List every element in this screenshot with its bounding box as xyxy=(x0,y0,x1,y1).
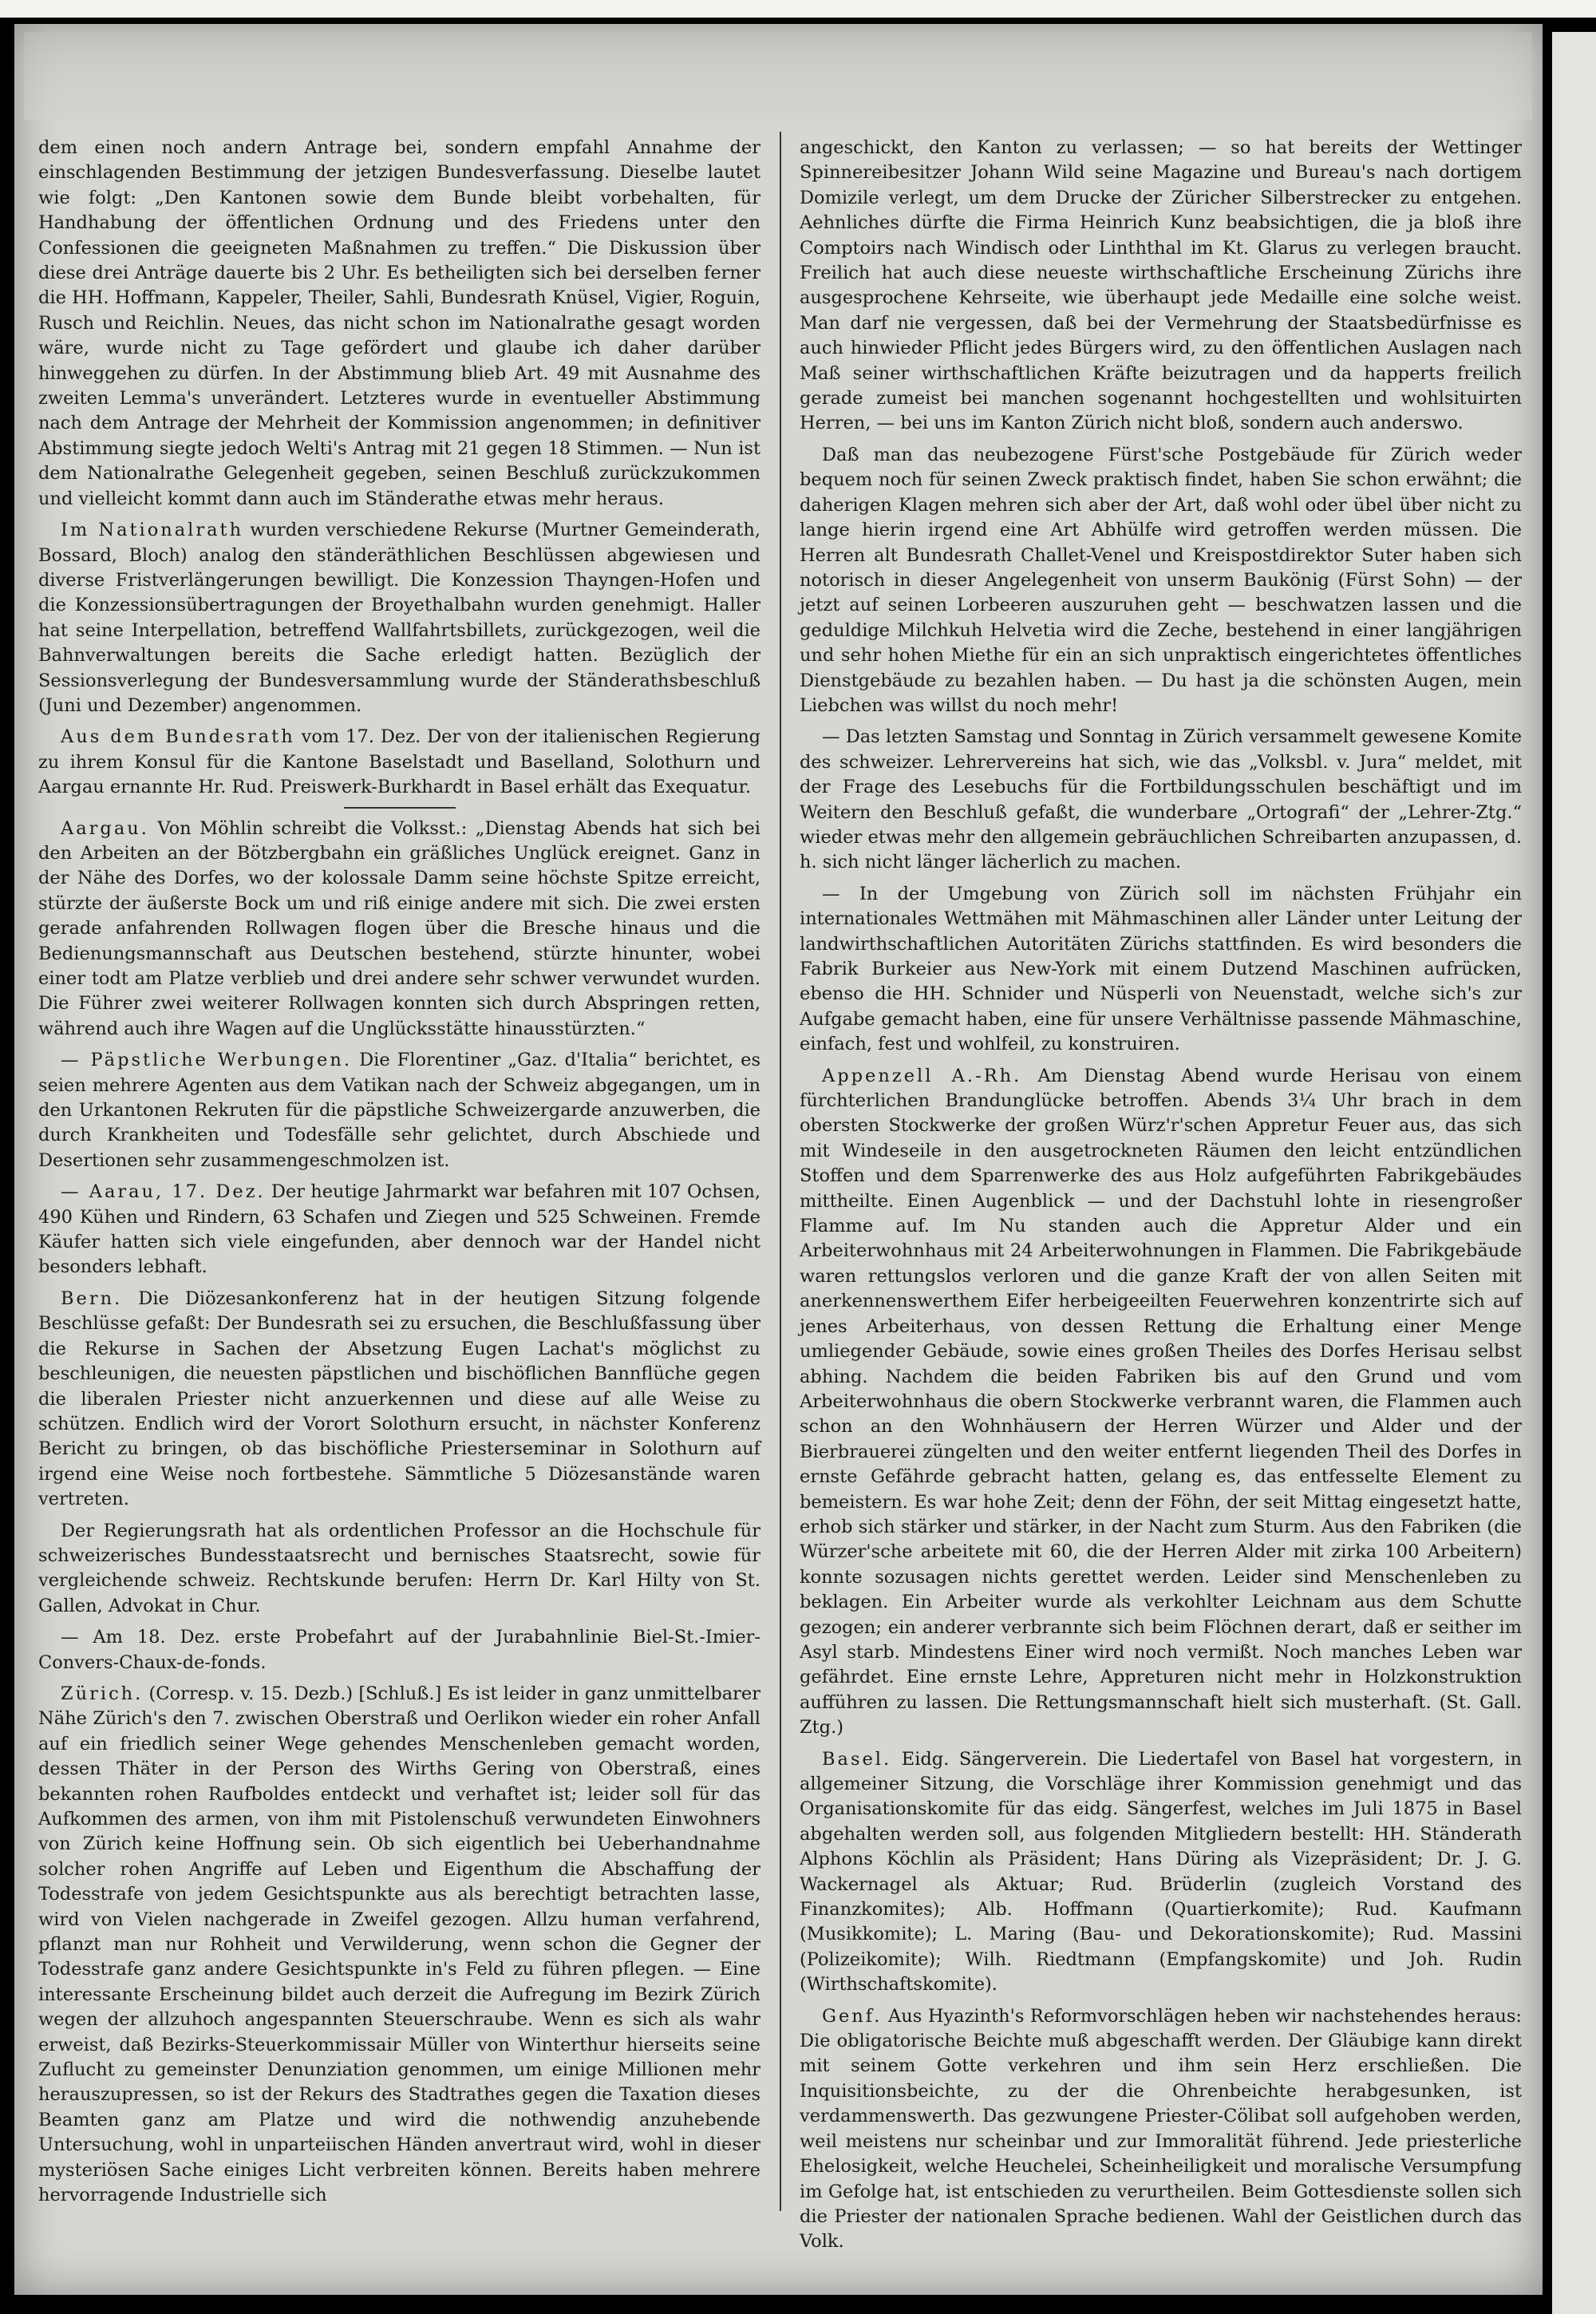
article-paragraph xyxy=(38,1287,760,1513)
paragraph-text: Die Florentiner „Gaz. d'Italia“ berichtet, es seien mehrere Agenten aus dem Vatikan nach der Schweiz abgegangen, um in den Urkantonen Rekruten für die päpstliche Schweizergarde anzuwerben, die durch Krankheiten und Todesfälle sehr gelichtet, durch Abschiede und Desertionen sehr zusammengeschmolzen ist. xyxy=(38,1050,761,1171)
article-paragraph xyxy=(38,1180,760,1280)
paragraph-text: vom 17. Dez. Der von der italienischen Regierung zu ihrem Konsul für die Kantone Baselstadt und Baselland, Solothurn und Aargau ernannte Hr. Rud. Preiswerk-Burkhardt in Basel erhält das Exequatur. xyxy=(38,726,760,798)
section-heading: — Päpstliche Werbungen. xyxy=(61,1050,353,1071)
scan-right-edge xyxy=(1552,32,1596,2314)
paragraph-text: Am Dienstag Abend wurde Herisau von einem fürchterlichen Brandunglücke betroffen. Abends 3¼ Uhr brach in dem obersten Stockwerke der großen Würz'r'schen Appretur Feuer aus, das sich mit Windeseile in den ausgetrockneten Räumen den leicht entzündlichen Stoffen und dem Sparrenwerke des aus Holz aufgeführten Fabrikgebäudes mittheilte. Einen Augenblick — und der Dachstuhl lohte in riesengroßer Flamme auf. Im Nu standen auch die Appretur Alder und ein Arbeiterwohnhaus mit 24 Arbeiterwohnungen in Flammen. Die Fabrikgebäude waren rettungslos verloren und die ganze Kraft der von allen Seiten mit anerkennenswerthem Eifer herbeigeeilten Feuerwehren konzentrirte sich auf jenes Arbeiterhaus, von dessen Rettung die Erhaltung einer Menge umliegender Gebäude, sowie eines großen Theiles des Dorfes Herisau selbst abhing. Nachdem die beiden Fabriken bis auf den Grund und vom Arbeiterwohnhaus die obern Stockwerke verbrannt waren, die Flammen auch schon an den Wohnhäusern der Herren Würzer und Alder und der Bierbrauerei züngelten und den weiter entfernt liegenden Theil des Dorfes in ernste Gefährde gebracht hatten, gelang es, das entfesselte Element zu bemeistern. Es war hohe Zeit; denn der Föhn, der seit Mittag eingesetzt hatte, erhob sich stärker und stärker, in der Nacht zum Sturm. Aus den Fabriken (die Würzer'sche arbeitete mit 60, die der Herren Alder mit zirka 100 Arbeitern) konnte sozusagen nichts gerettet werden. Leider sind Menschenleben zu beklagen. Ein Arbeiter wurde als verkohlter Leichnam aus dem Schutte gezogen; ein anderer verbrannte sich beim Flöchnen derart, daß er seither im Asyl starb. Mindestens Einer wird noch vermißt. Noch manches Leben war gefährdet. Eine ernste Lehre, Appreturen nicht mehr in Holzkonstruktion aufführen zu lassen. Die Rettungsmannschaft hielt sich musterhaft. xyxy=(800,1065,1522,1713)
paragraph-text: wurden verschiedene Rekurse (Murtner Gemeinderath, Bossard, Bloch) analog den ständeräthlichen Beschlüssen abgewiesen und diverse Fristverlängerungen bewilligt. Die Konzession Thayngen-Hofen und die Konzessionsübertragungen der Broyethalbahn wurden genehmigt. Haller hat seine Interpellation, betreffend Wallfahrtsbillets, zurückgezogen, weil die Bahnverwaltungen bereits die Sache erledigt hatten. Bezüglich der Sessionsverlegung der Bundesversammlung wurde der Ständerathsbeschluß (Juni und Dezember) angenommen. xyxy=(38,520,760,716)
section-heading: — Aarau, 17. Dez. xyxy=(61,1181,266,1203)
article-paragraph xyxy=(38,725,760,800)
paragraph-text: versammelt gewesene Komite des schweizer. Lehrervereins hat sich, wie das „Volksbl. v. Jura“ meldet, mit der Frage des Lesebuchs für die Fortbildungsschulen beschäftigt und im Weitern den Beschluß gefaßt, die wunderbare „Ortografi“ der „Lehrer-Ztg.“ wieder etwas mehr den allgemein gebräuchlichen Schreibarten anzupassen, d. h. sich nicht länger lächerlich zu machen. xyxy=(800,726,1523,873)
article-paragraph: angeschickt, den Kanton zu verlassen; — so hat bereits der Wettinger Spinnereibesitzer Johann Wild seine Magazine und Bureau's nach dortigem Domizile verlegt, um dem Drucke der Züricher Silberstrecker zu entgehen. Aehnliches dürfte die Firma Heinrich Kunz beabsichtigen, die ja bloß ihre Comptoirs nach Windisch oder Linththal im Kt. Glarus zu verlegen braucht. Freilich hat auch diese neueste wirthschaftliche Erscheinung Zürichs ihre ausgesprochene Kehrseite, wie überhaupt jede Medaille eine solche weist. Man darf nie vergessen, daß bei der Vermehrung der Staatsbedürfnisse es auch hinwieder Pflicht jedes Bürgers wird, zu den öffentlichen Auslagen nach Maß seiner wirthschaftlichen Kräfte beizutragen und da happerts freilich gerade zumeist bei manchen sogenannt hochgestellten und wohlsituirten Herren, — bei uns im Kanton Zürich nicht bloß, sondern auch anderswo. xyxy=(800,137,1522,434)
column-rule xyxy=(780,132,781,2211)
source-attribution: (St. Gall. Ztg.) xyxy=(800,1691,1522,1738)
section-heading: Bern. xyxy=(61,1288,123,1309)
article-paragraph: dem einen noch andern Antrage bei, sondern empfahl Annahme der einschlagenden Bestimmung der jetzigen Bundesverfassung. Dieselbe lautet wie folgt: „Den Kantonen sowie dem Bunde bleibt vorbehalten, für Handhabung der öffentlichen Ordnung und des Friedens unter den Confessionen die geeigneten Maßnahmen zu treffen.“ Die Diskussion über diese drei Anträge dauerte bis 2 Uhr. Es betheiligten sich bei derselben ferner die HH. Hoffmann, Kappeler, Theiler, Sahli, Bundesrath Knüsel, Vigier, Roguin, Rusch und Reichlin. Neues, das nicht schon im Nationalrathe gesagt worden wäre, wurde nicht zu Tage gefördert und glaube ich daher darüber hinweggehen zu dürfen. In der Abstimmung blieb Art. 49 mit Ausnahme des zweiten Lemma's unverändert. Letzteres wurde in eventueller Abstimmung nach dem Antrage der Mehrheit der Kommission angenommen; in definitiver Abstimmung siegte jedoch Welti's Antrag mit 21 gegen 18 Stimmen. — Nun ist dem Nationalrathe Gelegenheit gegeben, seinen Beschluß zurückzukommen und vielleicht kommt dann auch im Ständerathe etwas mehr heraus. xyxy=(38,137,760,509)
article-paragraph xyxy=(800,1747,1522,1998)
section-heading: Aus dem Bundesrath xyxy=(61,726,295,748)
faded-masthead-area xyxy=(24,32,1532,120)
section-heading: Appenzell A.-Rh. xyxy=(822,1065,1022,1086)
paragraph-text: (Corresp. v. 15. Dezb.) [Schluß.] Es ist leider in ganz unmittelbarer Nähe Zürich's den 7. zwischen Oberstraß und Oerlikon wieder ein roher Anfall auf ein friedlich seiner Wege gehendes Menschenleben gemacht worden, dessen Thäter in der Person des Wirths Gering von Oberstraß, eines bekannten rohen Raufboldes entdeckt und verhaftet ist; leider soll für das Aufkommen des armen, von ihm mit Pistolenschuß verwundeten Einwohners von Zürich keine Hoffnung sein. Ob sich eigentlich bei Ueberhandnahme solcher rohen Angriffe auf Leben und Eigenthum die Abschaffung der Todesstrafe von jedem Gesichtspunkte aus als berechtigt betrachten lasse, wird von Vielen nachgerade in Zweifel gezogen. Allzu human verfahrend, pflanzt man nur Rohheit und Verwilderung, wenn schon die Gegner der Todesstrafe ganz andere Gesichtspunkte in's Feld zu führen pflegen. — Eine interessante Erscheinung bildet auch derzeit die Aufregung im Bezirk Zürich wegen der allzuhoch angespannten Steuerschraube. Wenn es sich als wahr erweist, daß Bezirks-Steuerkommissair Müller von Winterthur hierseits seine Zuflucht zu gemeinster Denunziation genommen, um einige Millionen mehr herauszupressen, so ist der Rekurs des Stadtrathes gegen die Taxation dieses Beamten ganz am Platze und wird die nothwendig anzuhebende Untersuchung, wohl in unparteiischen Händen anvertraut wird, wohl in dieser mysteriösen Sache einiges Licht verbreiten können. Bereits haben mehrere hervorragende Industrielle sich xyxy=(38,1683,760,2206)
left-column xyxy=(38,136,760,2211)
article-paragraph xyxy=(800,2004,1522,2255)
paragraph-text: Die Diözesankonferenz hat in der heutigen Sitzung folgende Beschlüsse gefaßt: Der Bundesrath sei zu ersuchen, die Beschlußfassung über die Rekurse in Sachen der Absetzung Eugen Lachat's möglichst zu beschleunigen, die neuesten päpstlichen und bischöflichen Bannflüche gegen die liberalen Priester nicht anzuerkennen und diese auf alle Weise zu schützen. Endlich wird der Vorort Solothurn ersucht, in nächster Konferenz Bericht zu bringen, ob das bischöfliche Priesterseminar in Solothurn auf irgend eine Weise noch fortbestehe. Sämmtliche 5 Diözesanstände waren vertreten. xyxy=(38,1288,760,1510)
scan-top-edge xyxy=(0,0,1596,18)
article-paragraph: — In der Umgebung von Zürich soll im nächsten Frühjahr ein internationales Wettmähen mit Mähmaschinen aller Länder unter Leitung der landwirthschaftlichen Autoritäten Zürichs stattfinden. Es wird besonders die Fabrik Burkeier aus New-York mit einem Dutzend Maschinen aufrücken, ebenso die HH. Schnider und Nüsperli von Neuenstadt, welche sich's zur Aufgabe gemacht haben, eine für unsere Verhältnisse passende Mähmaschine, einfach, fest und wohlfeil, zu konstruiren. xyxy=(800,883,1522,1055)
section-heading: Genf. xyxy=(822,2005,883,2027)
paragraph-text: Der heutige Jahrmarkt war befahren mit 107 Ochsen, 490 Kühen und Rindern, 63 Schafen und Ziegen und 525 Schweinen. Fremde Käufer hatten sich viele eingefunden, aber dennoch war der Handel nicht besonders lebhaft. xyxy=(38,1181,761,1278)
section-divider xyxy=(344,807,456,809)
section-heading: Zürich. xyxy=(61,1683,144,1704)
paragraph-text: Aus Hyazinth's Reformvorschlägen heben wir nachstehendes heraus: Die obligatorische Beichte muß abgeschafft werden. Der Gläubige kann direkt mit seinem Gotte verkehren und ihm sein Herz erschließen. Die Inquisitionsbeichte, zu der die Ohrenbeichte herabgesunken, ist verdammenswerth. Das gezwungene Priester-Cölibat soll aufgehoben werden, weil meistens nur scheinbar und zur Immoralität führend. Jede priesterliche Ehelosigkeit, welche Heuchelei, Scheinheiligkeit und moralische Versumpfung im Gefolge hat, ist entschieden zu verurtheilen. Beim Gottesdienste sollen sich die Priester der nationalen Sprache bedienen. Wahl der Geistlichen durch das Volk. xyxy=(800,2005,1522,2253)
article-paragraph xyxy=(800,1064,1522,1741)
section-heading: Im Nationalrath xyxy=(61,520,244,541)
article-paragraph xyxy=(38,1048,760,1173)
article-paragraph xyxy=(38,817,760,1042)
right-column xyxy=(800,136,1523,2253)
article-paragraph xyxy=(38,1682,760,2209)
paragraph-text: Von Möhlin schreibt die Volksst.: „Dienstag Abends hat sich bei den Arbeiten an der Bötzbergbahn ein gräßliches Unglück ereignet. Ganz in der Nähe des Dorfes, wo der kolossale Damm seine höchste Spitze erreicht, stürzte der äußerste Bock um und riß einige andere mit sich. Die zwei ersten gerade anfahrenden Rollwagen flogen über die Bresche hinaus und die Bedienungsmannschaft aus Deutschen bestehend, stürzte hinunter, wobei einer todt am Platze verblieb und drei andere sehr schwer verwundet wurden. Die Führer zwei weiterer Rollwagen konnten sich durch Abspringen retten, während auch ihre Wagen auf die Unglücksstätte hinausstürzten.“ xyxy=(38,817,761,1039)
section-heading: — Das letzten Samstag und Sonntag in Zürich xyxy=(822,726,1243,748)
article-paragraph: — Am 18. Dez. erste Probefahrt auf der Jurabahnlinie Biel-St.-Imier-Convers-Chaux-de-fonds. xyxy=(38,1627,760,1673)
section-heading: Aargau. xyxy=(61,817,149,839)
section-heading: Basel. xyxy=(822,1748,892,1770)
article-paragraph xyxy=(38,518,760,718)
paragraph-text: Eidg. Sängerverein. Die Liedertafel von Basel hat vorgestern, in allgemeiner Sitzung, die Vorschläge ihrer Kommission genehmigt und das Organisationskomite für das eidg. Sängerfest, welches im Juli 1875 in Basel abgehalten werden soll, aus folgenden Mitgliedern bestellt: HH. Ständerath Alphons Köchlin als Präsident; Hans Düring als Vizepräsident; Dr. J. G. Wackernagel als Aktuar; Rud. Brüderlin (zugleich Vorstand des Finanzkomites); Alb. Hoffmann (Quartierkomite); Rud. Kaufmann (Musikkomite); L. Maring (Bau- und Dekorationskomite); Rud. Massini (Polizeikomite); Wilh. Riedtmann (Empfangskomite) und Joh. Rudin (Wirthschaftskomite). xyxy=(800,1748,1522,1996)
article-paragraph: Daß man das neubezogene Fürst'sche Postgebäude für Zürich weder bequem noch für seinen Zweck praktisch findet, haben Sie schon erwähnt; die daherigen Klagen mehren sich aber der Art, daß wohl oder übel über nicht zu lange hierin irgend eine Art Abhülfe wird getroffen werden müssen. Die Herren alt Bundesrath Challet-Venel und Kreispostdirektor Suter haben sich notorisch in dieser Angelegenheit von unserm Baukönig (Fürst Sohn) — der jetzt auf seinen Lorbeeren auszuruhen geht — beschwatzen lassen und die geduldige Milchkuh Helvetia wird die Zeche, bestehend in einer langjährigen und sehr hohen Miethe für ein an sich unpraktisch eingerichtetes öffentliches Dienstgebäude zu bezahlen haben. — Du hast ja die schönsten Augen, mein Liebchen was willst du noch mehr! xyxy=(800,444,1522,716)
article-paragraph: Der Regierungsrath hat als ordentlichen Professor an die Hochschule für schweizerisches Bundesstaatsrecht und bernisches Staatsrecht, sowie für vergleichende schweiz. Rechtskunde berufen: Herrn Dr. Karl Hilty von St. Gallen, Advokat in Chur. xyxy=(38,1520,760,1616)
article-paragraph xyxy=(800,725,1522,875)
